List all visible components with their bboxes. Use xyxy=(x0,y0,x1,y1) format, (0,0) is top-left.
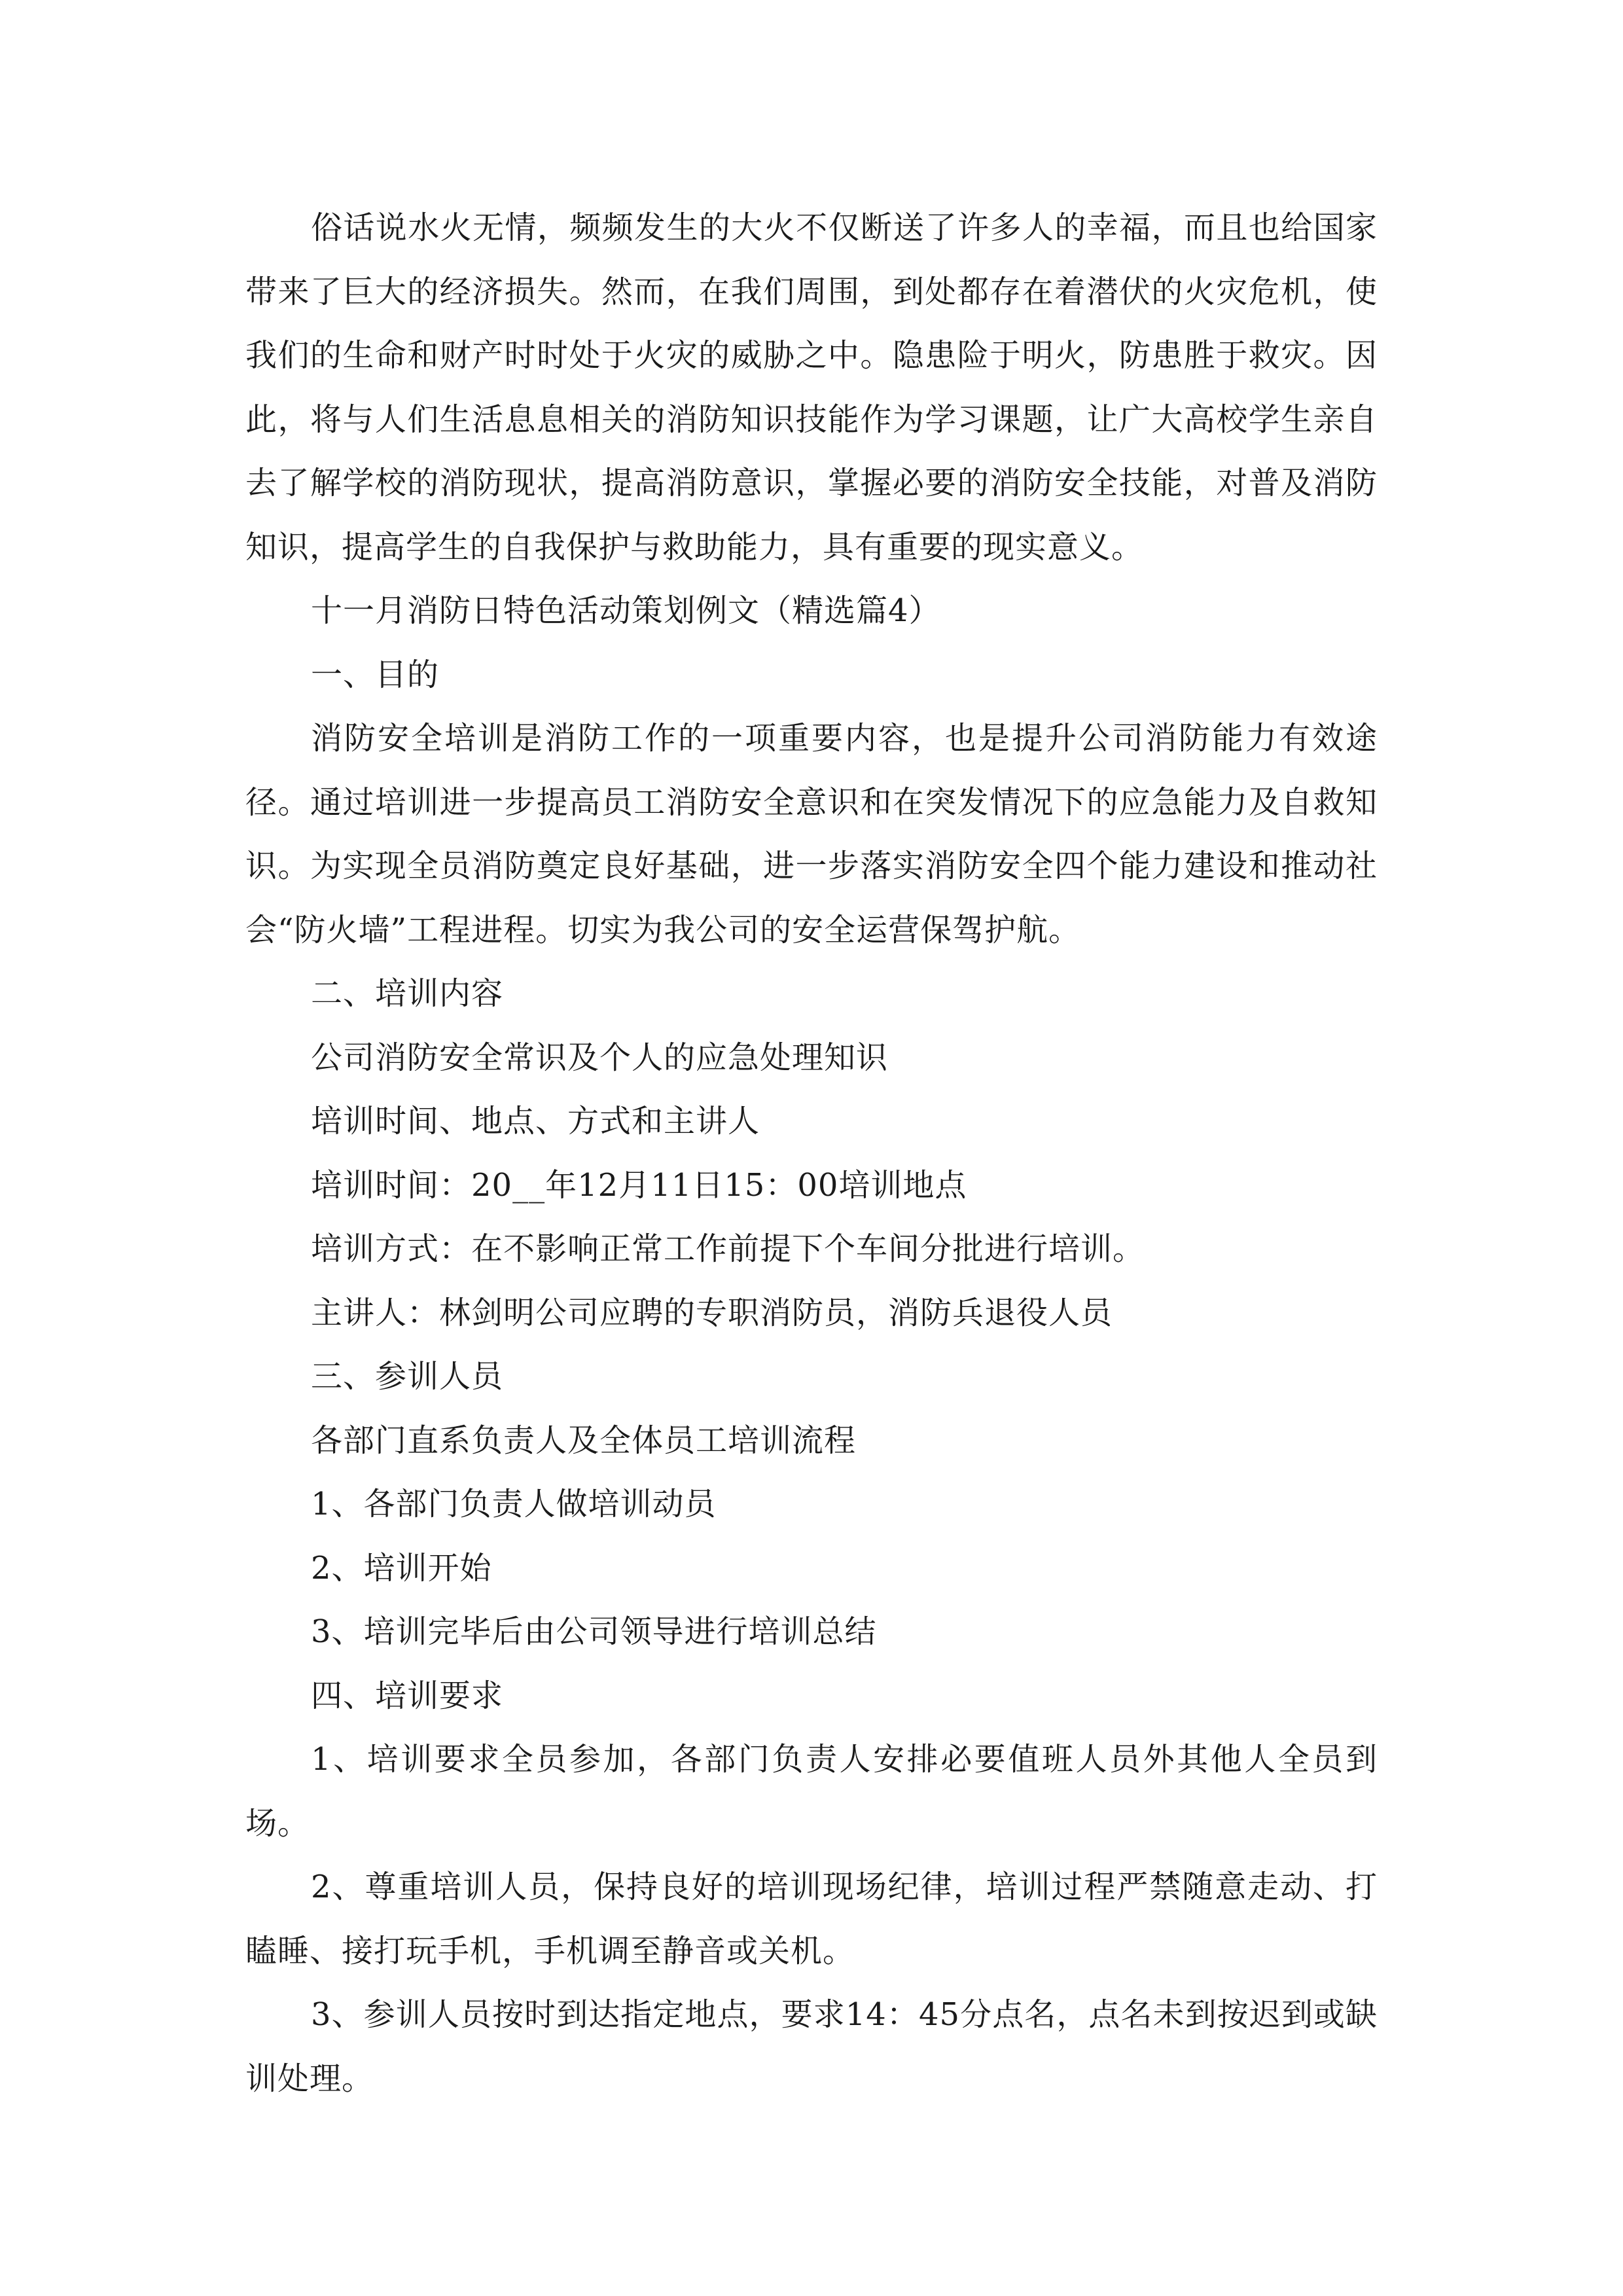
purpose-paragraph: 消防安全培训是消防工作的一项重要内容，也是提升公司消防能力有效途径。通过培训进一步提高员工消防安全意识和在突发情况下的应急能力及自救知识。为实现全员消防奠定良好基础，进一步落实消防安全四个能力建设和推动社会“防火墙”工程进程。切实为我公司的安全运营保驾护航。 xyxy=(245,720,1378,948)
training-time-line: 培训时间：20__年12月11日15：00培训地点 xyxy=(311,1166,967,1204)
heading-purpose: 一、目的 xyxy=(311,656,440,693)
intro-paragraph: 俗话说水火无情，频频发生的大火不仅断送了许多人的幸福，而且也给国家带来了巨大的经济损失。然而，在我们周围，到处都存在着潜伏的火灾危机，使我们的生命和财产时时处于火灾的威胁之中。隐患险于明火，防患胜于救灾。因此，将与人们生活息息相关的消防知识技能作为学习课题，让广大高校学生亲自去了解学校的消防现状，提高消防意识，掌握必要的消防安全技能，对普及消防知识，提高学生的自我保护与救助能力，具有重要的现实意义。 xyxy=(245,209,1378,565)
requirement-3: 3、参训人员按时到达指定地点，要求14：45分点名，点名未到按迟到或缺训处理。 xyxy=(245,1996,1378,2097)
process-step-2: 2、培训开始 xyxy=(311,1549,492,1587)
heading-training-content: 二、培训内容 xyxy=(311,975,504,1012)
training-method-line: 培训方式：在不影响正常工作前提下个车间分批进行培训。 xyxy=(311,1230,1145,1267)
participants-line: 各部门直系负责人及全体员工培训流程 xyxy=(311,1422,857,1459)
heading-participants: 三、参训人员 xyxy=(311,1358,504,1395)
section-title: 十一月消防日特色活动策划例文（精选篇4） xyxy=(311,592,941,629)
heading-requirements: 四、培训要求 xyxy=(311,1677,504,1714)
process-step-3: 3、培训完毕后由公司领导进行培训总结 xyxy=(311,1613,877,1650)
speaker-line: 主讲人：林剑明公司应聘的专职消防员，消防兵退役人员 xyxy=(311,1294,1113,1331)
training-details-line: 培训时间、地点、方式和主讲人 xyxy=(311,1103,760,1139)
training-content-line: 公司消防安全常识及个人的应急处理知识 xyxy=(311,1039,889,1076)
process-step-1: 1、各部门负责人做培训动员 xyxy=(311,1486,717,1522)
requirement-2: 2、尊重培训人员，保持良好的培训现场纪律，培训过程严禁随意走动、打瞌睡、接打玩手机，手机调至静音或关机。 xyxy=(245,1869,1378,1969)
requirement-1: 1、培训要求全员参加，各部门负责人安排必要值班人员外其他人全员到场。 xyxy=(245,1741,1378,1842)
document-body xyxy=(245,196,1378,2111)
